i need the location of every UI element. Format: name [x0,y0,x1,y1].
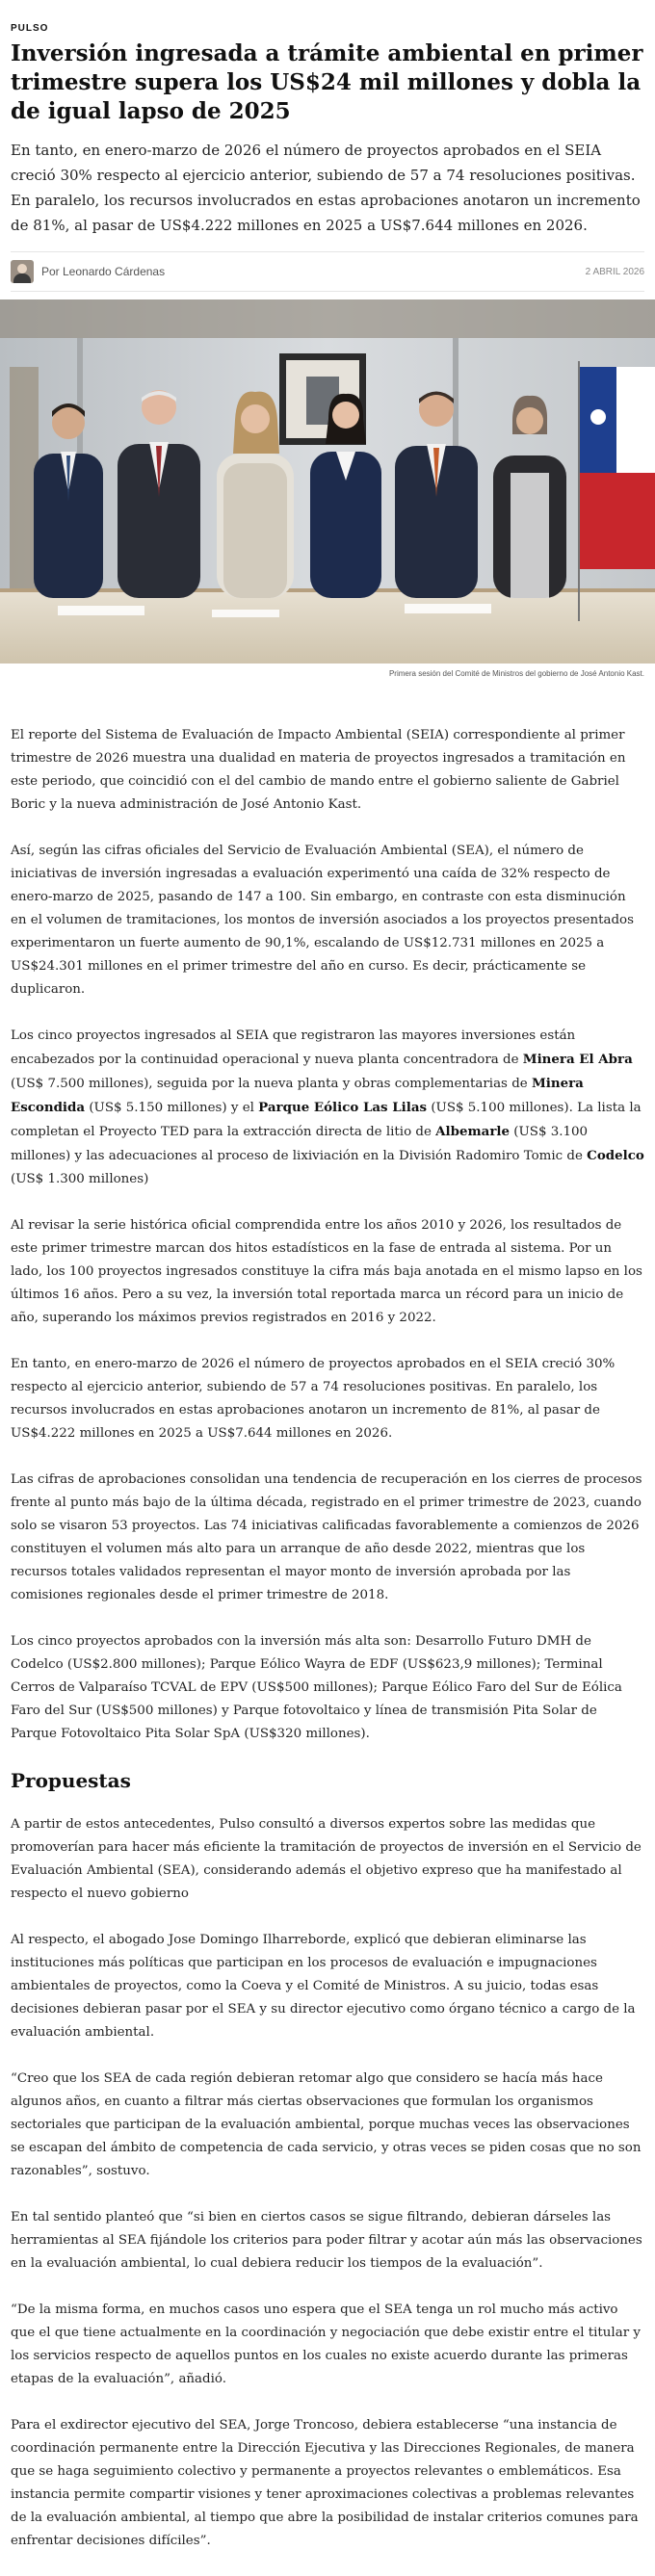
article-header [0,23,655,292]
paragraph: El reporte del Sistema de Evaluación de Impacto Ambiental (SEIA) correspondiente al primer trimestre de 2026 muestra una dualidad en materia de proyectos ingresados a tramitación en este periodo, que coincidió con el del cambio de mando entre el gobierno saliente de Gabriel Boric y la nueva administración de José Antonio Kast. [11,728,626,812]
photo-caption: Primera sesión del Comité de Ministros del gobierno de José Antonio Kast. [388,669,644,678]
paragraph: Los cinco proyectos aprobados con la inversión más alta son: Desarrollo Futuro DMH de Codelco (US$2.800 millones); Parque Eólico Wayra de EDF (US$623,9 millones); Terminal Cerros de Valparaíso TCVAL de EPV (US$500 millones); Parque Eólico Faro del Sur de Eólica Faro del Sur (US$500 millones) y Parque fotovoltaico y línea de transmisión Pita Solar de Parque Fotovoltaico Pita Solar SpA (US$320 millones). [11,1634,622,1741]
paragraph: Así, según las cifras oficiales del Servicio de Evaluación Ambiental (SEA), el número de iniciativas de inversión ingresadas a evaluación experimentó una caída de 32% respecto de enero-marzo de 2025, pasando de 147 a 100. Sin embargo, en contraste con esta disminución en el volumen de tramitaciones, los montos de inversión asociados a los proyectos presentados experimentaron un fuerte aumento de 90,1%, escalando de US$12.731 millones en 2025 a US$24.301 millones en el primer trimestre del año en curso. Es decir, prácticamente se duplicaron. [11,844,634,997]
company-link[interactable]: Codelco [587,1148,644,1163]
article-lead: En tanto, en enero-marzo de 2026 el número de proyectos aprobados en el SEIA creció 30% respecto al ejercicio anterior, subiendo de 57 a 74 resoluciones positivas. En paralelo, los recursos involucrados en estas aprobaciones anotaron un incremento de 81%, al pasar de US$4.222 millones en 2025 a US$7.644 millones en 2026. [11,142,641,234]
company-link[interactable]: Minera El Abra [522,1052,633,1067]
byline [11,251,644,292]
subheading: Propuestas [11,1769,131,1792]
paragraph: Al respecto, el abogado Jose Domingo Ilharreborde, explicó que debieran eliminarse las instituciones más políticas que participan en los procesos de evaluación e impugnaciones ambientales de proyectos, como la Coeva y el Comité de Ministros. A su juicio, todas esas decisiones debieran pasar por el SEA y su director ejecutivo como órgano técnico a cargo de la evaluación ambiental. [11,1933,636,2040]
publish-date: 2 ABRIL 2026 [585,266,644,277]
paragraph: A partir de estos antecedentes, Pulso consultó a diversos expertos sobre las medidas que promoverían para hacer más eficiente la tramitación de proyectos de inversión en el Servicio de Evaluación Ambiental (SEA), considerando además el objetivo expreso que ha manifestado al respecto el nuevo gobierno [11,1817,642,1901]
company-link[interactable]: Minera Escondida [11,1076,584,1115]
article-body [0,698,655,2553]
paragraph: Las cifras de aprobaciones consolidan una tendencia de recuperación en los cierres de procesos frente al punto más bajo de la última década, registrado en el primer trimestre de 2023, cuando solo se visaron 53 proyectos. Las 74 iniciativas calificadas favorablemente a comienzos de 2026 constituyen el volumen más alto para un arranque de año desde 2022, mientras que los recursos totales validados representan el mayor monto de inversión aprobada por las comisiones regionales desde el primer trimestre de 2018. [11,1472,642,1602]
paragraph: “Creo que los SEA de cada región debieran retomar algo que considero se hacía más hace algunos años, en cuanto a filtrar más ciertas observaciones que formulan los organismos sectoriales que participan de la evaluación ambiental, porque muchas veces las observaciones se escapan del ámbito de competencia de cada servicio, y otras veces se piden cosas que no son razonables”, sostuvo. [11,2071,642,2178]
photo-illustration [0,299,655,664]
author-name[interactable]: Por Leonardo Cárdenas [41,265,166,278]
author-block[interactable] [11,260,165,283]
paragraph-top-projects: Los cinco proyectos ingresados al SEIA que registraron las mayores inversiones están encabezados por la continuidad operacional y nueva planta concentradora de Minera El Abra (US$ 7.500 millones), seguida por la nueva planta y obras complementarias de Minera Escondida (US$ 5.150 millones) y el Parque Eólico Las Lilas (US$ 5.100 millones). La lista la completan el Proyecto TED para la extracción directa de litio de Albemarle (US$ 3.100 millones) y las adecuaciones al proceso de lixiviación en la División Radomiro Tomic de Codelco (US$ 1.300 millones) [11,1028,644,1186]
article-photo [0,299,655,664]
company-link[interactable]: Albemarle [435,1124,511,1139]
paragraph: “De la misma forma, en muchos casos uno espera que el SEA tenga un rol mucho más activo que el que tiene actualmente en la coordinación y negociación que debe existir entre el titular y los servicios respecto de aquellos puntos en los cuales no existe acuerdo durante las primeras etapas de la evaluación”, añadió. [11,2303,641,2386]
section-tag[interactable]: PULSO [11,23,49,34]
company-link[interactable]: Parque Eólico Las Lilas [258,1100,428,1115]
paragraph: En tal sentido planteó que “si bien en ciertos casos se sigue filtrando, debieran dárseles las herramientas al SEA fijándole los criterios para poder filtrar y acotar aún más las observaciones en la evaluación ambiental, lo cual debiera reducir los tiempos de la evaluación”. [11,2210,642,2271]
paragraph: Al revisar la serie histórica oficial comprendida entre los años 2010 y 2026, los resultados de este primer trimestre marcan dos hitos estadísticos en la fase de entrada al sistema. Por un lado, los 100 proyectos ingresados constituye la cifra más baja anotada en el mismo lapso en los últimos 16 años. Pero a su vez, la inversión total reportada marca un récord para un inicio de año, superando los máximos previos registrados en 2016 y 2022. [11,1218,642,1325]
paragraph: En tanto, en enero-marzo de 2026 el número de proyectos aprobados en el SEIA creció 30% respecto al ejercicio anterior, subiendo de 57 a 74 resoluciones positivas. En paralelo, los recursos involucrados en estas aprobaciones anotaron un incremento de 81%, al pasar de US$4.222 millones en 2025 a US$7.644 millones en 2026. [11,1357,616,1441]
author-avatar[interactable] [11,260,34,283]
paragraph: Para el exdirector ejecutivo del SEA, Jorge Troncoso, debiera establecerse “una instancia de coordinación permanente entre la Dirección Ejecutiva y las Direcciones Regionales, de manera que se haga seguimiento colectivo y permanente a proyectos relevantes o emblemáticos. Esa instancia permite compartir visiones y tener aproximaciones colectivas a problemas relevantes de la evaluación ambiental, al tiempo que abre la posibilidad de instalar criterios comunes para enfrentar decisiones difíciles”. [11,2418,639,2548]
article-title: Inversión ingresada a trámite ambiental en primer trimestre supera los US$24 mil millones y dobla la de igual lapso de 2025 [11,40,643,124]
